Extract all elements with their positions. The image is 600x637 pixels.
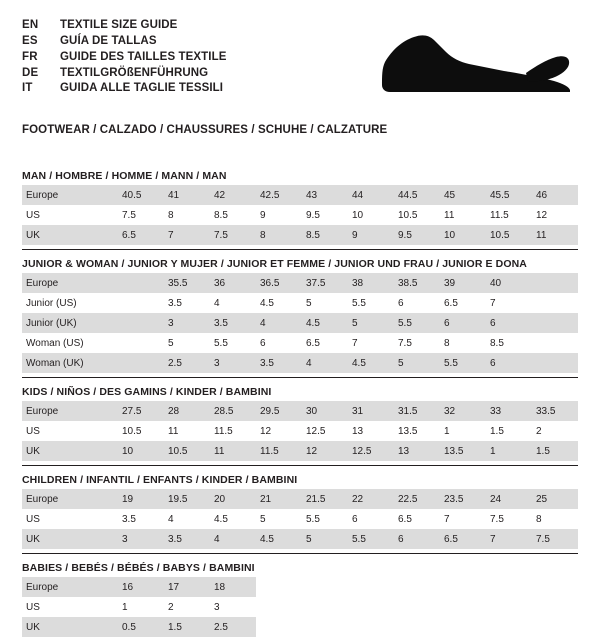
cell: 5 xyxy=(394,353,440,373)
row-label: Woman (US) xyxy=(22,333,118,353)
cell: 6.5 xyxy=(302,333,348,353)
cell: 1.5 xyxy=(486,421,532,441)
cell: 6 xyxy=(440,313,486,333)
cell: 33.5 xyxy=(532,401,578,421)
cell: 28 xyxy=(164,401,210,421)
cell: 10.5 xyxy=(394,205,440,225)
language-code: EN xyxy=(22,19,39,31)
cell: 12.5 xyxy=(302,421,348,441)
cell: 11 xyxy=(440,205,486,225)
cell: 12 xyxy=(532,205,578,225)
cell xyxy=(118,313,164,333)
language-code: DE xyxy=(22,66,39,79)
cell: 4.5 xyxy=(210,509,256,529)
cell: 41 xyxy=(164,185,210,205)
cell: 35.5 xyxy=(164,273,210,293)
language-code: IT xyxy=(22,82,33,95)
cell: 3 xyxy=(210,353,256,373)
language-title-list xyxy=(22,18,227,97)
cell: 12 xyxy=(256,421,302,441)
divider xyxy=(22,465,578,466)
cell: 10 xyxy=(118,441,164,461)
cell: 4 xyxy=(256,313,302,333)
row-label: Europe xyxy=(22,273,118,293)
cell: 8 xyxy=(532,509,578,529)
cell: 5 xyxy=(164,333,210,353)
cell: 10 xyxy=(440,225,486,245)
table-row xyxy=(22,225,578,245)
language-row xyxy=(22,18,227,34)
header xyxy=(0,0,600,112)
table-row xyxy=(22,401,578,421)
cell: 9 xyxy=(256,205,302,225)
language-row xyxy=(22,34,227,50)
cell: 8.5 xyxy=(302,225,348,245)
block-title: CHILDREN / INFANTIL / ENFANTS / KINDER / BAMBINI xyxy=(22,474,298,486)
cell-empty xyxy=(486,577,532,597)
cell: 4 xyxy=(302,353,348,373)
cell-empty xyxy=(394,617,440,637)
block-title: JUNIOR & WOMAN / JUNIOR Y MUJER / JUNIOR ET FEMME / JUNIOR UND FRAU / JUNIOR E DONA xyxy=(22,258,527,270)
cell xyxy=(532,333,578,353)
cell: 4 xyxy=(210,293,256,313)
cell: 6.5 xyxy=(440,529,486,549)
cell: 9 xyxy=(348,225,394,245)
cell: 5.5 xyxy=(348,529,394,549)
language-title: GUÍA DE TALLAS xyxy=(60,34,157,47)
cell: 43 xyxy=(302,185,348,205)
cell: 36.5 xyxy=(256,273,302,293)
table-row xyxy=(22,529,578,549)
cell: 8 xyxy=(256,225,302,245)
cell: 40.5 xyxy=(118,185,164,205)
cell: 9.5 xyxy=(394,225,440,245)
cell: 10.5 xyxy=(118,421,164,441)
cell: 1 xyxy=(118,597,164,617)
cell: 5 xyxy=(302,529,348,549)
cell: 5.5 xyxy=(210,333,256,353)
cell: 2.5 xyxy=(210,617,256,637)
cell: 2 xyxy=(532,421,578,441)
cell: 8 xyxy=(440,333,486,353)
language-row xyxy=(22,81,227,97)
row-label: Junior (US) xyxy=(22,293,118,313)
table-row xyxy=(22,185,578,205)
cell-empty xyxy=(302,597,348,617)
cell: 13.5 xyxy=(394,421,440,441)
cell: 23.5 xyxy=(440,489,486,509)
size-table xyxy=(22,273,578,373)
cell: 11.5 xyxy=(210,421,256,441)
cell xyxy=(532,313,578,333)
row-label: Europe xyxy=(22,185,118,205)
cell: 8 xyxy=(164,205,210,225)
cell: 7.5 xyxy=(394,333,440,353)
cell: 6 xyxy=(256,333,302,353)
cell: 5.5 xyxy=(348,293,394,313)
cell xyxy=(532,293,578,313)
row-label: Junior (UK) xyxy=(22,313,118,333)
cell-empty xyxy=(256,617,302,637)
cell: 44 xyxy=(348,185,394,205)
cell: 4 xyxy=(210,529,256,549)
cell: 25 xyxy=(532,489,578,509)
cell-empty xyxy=(532,597,578,617)
cell: 3.5 xyxy=(164,529,210,549)
cell: 6 xyxy=(348,509,394,529)
language-code: ES xyxy=(22,34,38,47)
cell: 11 xyxy=(210,441,256,461)
cell: 32 xyxy=(440,401,486,421)
cell-empty xyxy=(348,597,394,617)
cell: 29.5 xyxy=(256,401,302,421)
cell: 38.5 xyxy=(394,273,440,293)
size-block-junior-woman xyxy=(22,258,578,378)
cell: 37.5 xyxy=(302,273,348,293)
cell: 30 xyxy=(302,401,348,421)
table-row xyxy=(22,313,578,333)
cell: 19 xyxy=(118,489,164,509)
cell: 24 xyxy=(486,489,532,509)
cell: 7 xyxy=(440,509,486,529)
cell-empty xyxy=(348,577,394,597)
cell-empty xyxy=(302,577,348,597)
language-title: GUIDA ALLE TAGLIE TESSILI xyxy=(60,82,224,95)
category-heading: FOOTWEAR / CALZADO / CHAUSSURES / SCHUHE / CALZATURE xyxy=(22,124,388,136)
table-row xyxy=(22,509,578,529)
cell: 3.5 xyxy=(256,353,302,373)
cell: 11 xyxy=(164,421,210,441)
cell: 9.5 xyxy=(302,205,348,225)
table-row xyxy=(22,441,578,461)
cell: 36 xyxy=(210,273,256,293)
cell: 5 xyxy=(302,293,348,313)
cell: 6 xyxy=(394,293,440,313)
cell: 5.5 xyxy=(302,509,348,529)
cell: 1 xyxy=(440,421,486,441)
cell: 3 xyxy=(118,529,164,549)
cell-empty xyxy=(440,597,486,617)
cell: 0.5 xyxy=(118,617,164,637)
size-table xyxy=(22,185,578,245)
cell: 18 xyxy=(210,577,256,597)
cell: 21 xyxy=(256,489,302,509)
language-title: GUIDE DES TAILLES TEXTILE xyxy=(60,50,227,63)
row-label: UK xyxy=(22,225,118,245)
cell: 10.5 xyxy=(164,441,210,461)
cell: 5 xyxy=(256,509,302,529)
cell: 11.5 xyxy=(486,205,532,225)
cell: 27.5 xyxy=(118,401,164,421)
row-label: Woman (UK) xyxy=(22,353,118,373)
table-row xyxy=(22,205,578,225)
cell: 4.5 xyxy=(256,529,302,549)
language-title: TEXTILGRÖßENFÜHRUNG xyxy=(60,66,209,79)
cell: 16 xyxy=(118,577,164,597)
cell: 7.5 xyxy=(532,529,578,549)
cell: 6 xyxy=(486,313,532,333)
row-label: UK xyxy=(22,529,118,549)
size-table xyxy=(22,401,578,461)
row-label: Europe xyxy=(22,401,118,421)
cell: 6.5 xyxy=(440,293,486,313)
row-label: Europe xyxy=(22,489,118,509)
cell: 7.5 xyxy=(486,509,532,529)
cell-empty xyxy=(440,577,486,597)
cell: 21.5 xyxy=(302,489,348,509)
cell: 5 xyxy=(348,313,394,333)
row-label: UK xyxy=(22,617,118,637)
dress-shoe-icon xyxy=(376,24,576,96)
cell: 5.5 xyxy=(394,313,440,333)
cell: 46 xyxy=(532,185,578,205)
cell: 44.5 xyxy=(394,185,440,205)
cell: 12.5 xyxy=(348,441,394,461)
cell-empty xyxy=(348,617,394,637)
cell-empty xyxy=(302,617,348,637)
cell: 4.5 xyxy=(302,313,348,333)
row-label: UK xyxy=(22,441,118,461)
cell: 1.5 xyxy=(532,441,578,461)
size-blocks xyxy=(0,170,600,637)
cell xyxy=(118,333,164,353)
table-row xyxy=(22,353,578,373)
cell: 22 xyxy=(348,489,394,509)
cell-empty xyxy=(256,597,302,617)
language-row xyxy=(22,50,227,66)
row-label: US xyxy=(22,509,118,529)
cell: 4.5 xyxy=(348,353,394,373)
cell: 3.5 xyxy=(118,509,164,529)
cell: 6.5 xyxy=(118,225,164,245)
cell: 42 xyxy=(210,185,256,205)
row-label: US xyxy=(22,205,118,225)
cell: 4.5 xyxy=(256,293,302,313)
cell: 1.5 xyxy=(164,617,210,637)
cell: 28.5 xyxy=(210,401,256,421)
cell: 39 xyxy=(440,273,486,293)
cell: 6 xyxy=(394,529,440,549)
cell: 7 xyxy=(486,293,532,313)
table-row xyxy=(22,421,578,441)
cell-empty xyxy=(394,597,440,617)
table-row xyxy=(22,617,578,637)
cell: 42.5 xyxy=(256,185,302,205)
language-code: FR xyxy=(22,50,38,63)
cell: 13 xyxy=(348,421,394,441)
table-row xyxy=(22,333,578,353)
cell: 8.5 xyxy=(486,333,532,353)
table-row xyxy=(22,293,578,313)
cell: 40 xyxy=(486,273,532,293)
cell: 3 xyxy=(164,313,210,333)
table-row xyxy=(22,577,578,597)
cell: 7 xyxy=(164,225,210,245)
cell: 3.5 xyxy=(210,313,256,333)
row-label: US xyxy=(22,421,118,441)
cell-empty xyxy=(486,597,532,617)
cell-empty xyxy=(486,617,532,637)
cell: 7 xyxy=(348,333,394,353)
cell: 13 xyxy=(394,441,440,461)
cell: 11 xyxy=(532,225,578,245)
divider xyxy=(22,249,578,250)
cell: 7.5 xyxy=(118,205,164,225)
language-row xyxy=(22,66,227,82)
cell xyxy=(118,273,164,293)
cell: 45.5 xyxy=(486,185,532,205)
cell xyxy=(532,273,578,293)
cell: 33 xyxy=(486,401,532,421)
cell-empty xyxy=(256,577,302,597)
row-label: US xyxy=(22,597,118,617)
cell: 19.5 xyxy=(164,489,210,509)
cell xyxy=(118,293,164,313)
cell: 17 xyxy=(164,577,210,597)
cell-empty xyxy=(532,617,578,637)
row-label: Europe xyxy=(22,577,118,597)
cell: 11.5 xyxy=(256,441,302,461)
size-block-man xyxy=(22,170,578,250)
cell: 7 xyxy=(486,529,532,549)
cell: 13.5 xyxy=(440,441,486,461)
table-row xyxy=(22,597,578,617)
cell: 31.5 xyxy=(394,401,440,421)
block-title: BABIES / BEBÉS / BÉBÉS / BABYS / BAMBINI xyxy=(22,562,255,574)
cell: 6 xyxy=(486,353,532,373)
cell-empty xyxy=(394,577,440,597)
cell: 8.5 xyxy=(210,205,256,225)
size-block-children xyxy=(22,474,578,554)
size-block-kids xyxy=(22,386,578,466)
cell: 3.5 xyxy=(164,293,210,313)
cell: 31 xyxy=(348,401,394,421)
cell-empty xyxy=(440,617,486,637)
cell xyxy=(532,353,578,373)
cell-empty xyxy=(532,577,578,597)
block-title: KIDS / NIÑOS / DES GAMINS / KINDER / BAMBINI xyxy=(22,386,272,398)
cell: 12 xyxy=(302,441,348,461)
size-table xyxy=(22,489,578,549)
cell: 20 xyxy=(210,489,256,509)
cell: 6.5 xyxy=(394,509,440,529)
block-title: MAN / HOMBRE / HOMME / MANN / MAN xyxy=(22,170,227,182)
table-row xyxy=(22,489,578,509)
divider xyxy=(22,553,578,554)
cell: 2 xyxy=(164,597,210,617)
divider xyxy=(22,377,578,378)
cell: 45 xyxy=(440,185,486,205)
table-row xyxy=(22,273,578,293)
size-table xyxy=(22,577,578,637)
cell: 22.5 xyxy=(394,489,440,509)
cell: 4 xyxy=(164,509,210,529)
cell: 10 xyxy=(348,205,394,225)
cell: 1 xyxy=(486,441,532,461)
cell: 5.5 xyxy=(440,353,486,373)
cell: 10.5 xyxy=(486,225,532,245)
cell: 38 xyxy=(348,273,394,293)
cell: 7.5 xyxy=(210,225,256,245)
cell xyxy=(118,353,164,373)
cell: 2.5 xyxy=(164,353,210,373)
language-title: TEXTILE SIZE GUIDE xyxy=(60,19,178,31)
cell: 3 xyxy=(210,597,256,617)
